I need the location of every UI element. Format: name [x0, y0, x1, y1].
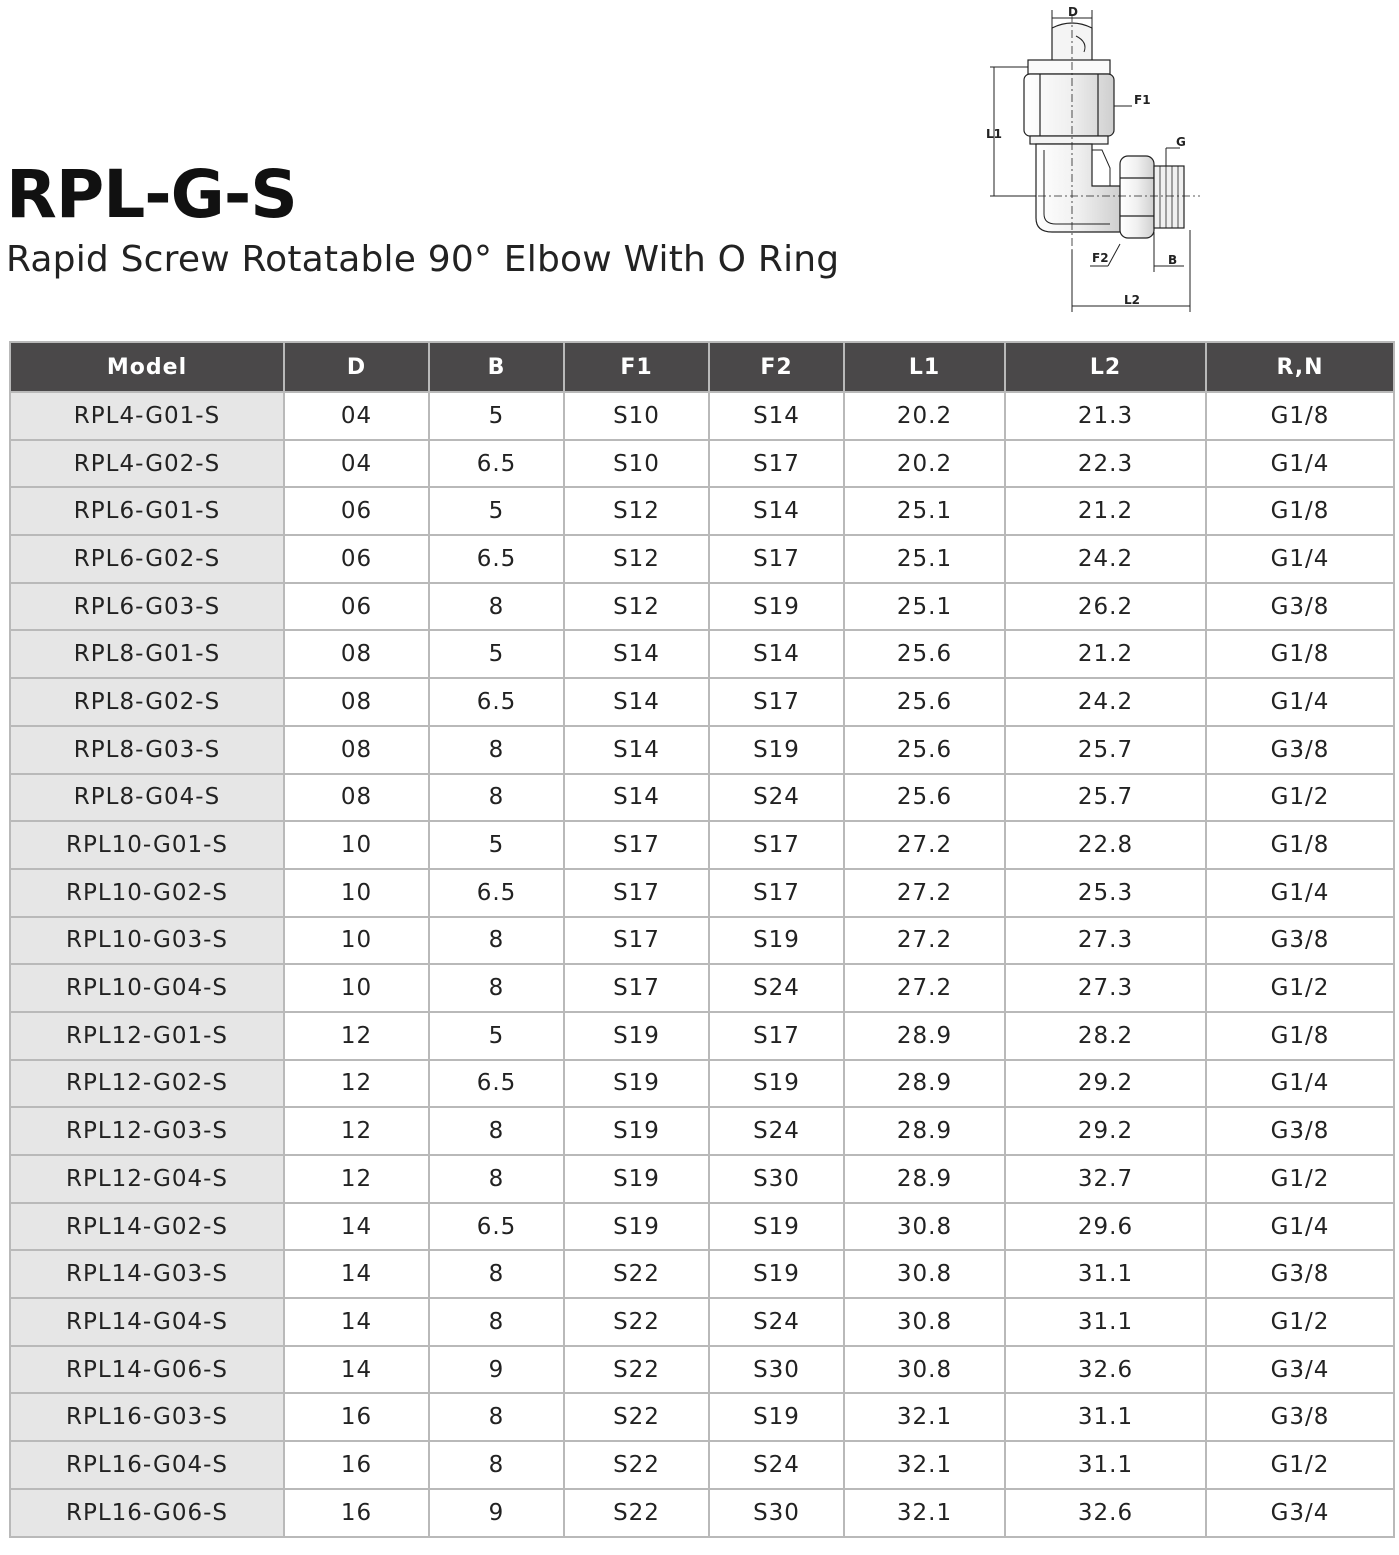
- label-F2: F2: [1092, 251, 1109, 265]
- table-cell: 32.1: [844, 1441, 1005, 1489]
- table-row: [10, 630, 1394, 678]
- table-cell: S19: [709, 1203, 844, 1251]
- table-cell: 20.2: [844, 392, 1005, 440]
- table-row: [10, 1250, 1394, 1298]
- column-header: L1: [844, 342, 1005, 392]
- product-subtitle: Rapid Screw Rotatable 90° Elbow With O Ring: [6, 239, 840, 280]
- table-cell: S19: [709, 1250, 844, 1298]
- table-cell: 8: [429, 1107, 564, 1155]
- table-cell: 25.1: [844, 583, 1005, 631]
- table-row: [10, 1060, 1394, 1108]
- table-cell: 25.3: [1005, 869, 1206, 917]
- model-cell: RPL8-G04-S: [10, 774, 284, 822]
- table-cell: S10: [564, 392, 709, 440]
- table-row: [10, 821, 1394, 869]
- table-cell: S12: [564, 535, 709, 583]
- table-cell: 14: [284, 1250, 429, 1298]
- table-cell: S19: [709, 917, 844, 965]
- table-cell: S12: [564, 583, 709, 631]
- table-cell: 28.9: [844, 1060, 1005, 1108]
- table-row: [10, 487, 1394, 535]
- table-cell: S30: [709, 1155, 844, 1203]
- table-cell: 31.1: [1005, 1441, 1206, 1489]
- model-cell: RPL4-G02-S: [10, 440, 284, 488]
- table-cell: 06: [284, 583, 429, 631]
- table-cell: S19: [564, 1060, 709, 1108]
- table-cell: 27.3: [1005, 964, 1206, 1012]
- table-cell: S17: [564, 964, 709, 1012]
- model-cell: RPL10-G04-S: [10, 964, 284, 1012]
- table-cell: 5: [429, 821, 564, 869]
- model-cell: RPL6-G01-S: [10, 487, 284, 535]
- table-cell: S17: [709, 535, 844, 583]
- table-cell: G3/4: [1206, 1489, 1394, 1537]
- model-cell: RPL14-G04-S: [10, 1298, 284, 1346]
- table-cell: 28.9: [844, 1155, 1005, 1203]
- table-cell: S14: [564, 678, 709, 726]
- table-cell: S17: [709, 440, 844, 488]
- table-cell: G3/8: [1206, 1107, 1394, 1155]
- table-cell: 12: [284, 1107, 429, 1155]
- table-cell: 14: [284, 1298, 429, 1346]
- model-cell: RPL8-G03-S: [10, 726, 284, 774]
- table-cell: 8: [429, 1441, 564, 1489]
- table-cell: 8: [429, 1250, 564, 1298]
- table-cell: 27.2: [844, 964, 1005, 1012]
- table-cell: 25.1: [844, 535, 1005, 583]
- table-cell: 10: [284, 917, 429, 965]
- table-cell: 14: [284, 1346, 429, 1394]
- table-cell: S17: [564, 869, 709, 917]
- table-cell: G1/2: [1206, 774, 1394, 822]
- table-cell: 32.1: [844, 1489, 1005, 1537]
- model-cell: RPL12-G03-S: [10, 1107, 284, 1155]
- table-cell: G1/8: [1206, 1012, 1394, 1060]
- table-cell: 31.1: [1005, 1250, 1206, 1298]
- table-cell: 16: [284, 1393, 429, 1441]
- table-cell: G3/8: [1206, 1393, 1394, 1441]
- table-cell: 29.2: [1005, 1060, 1206, 1108]
- model-cell: RPL12-G01-S: [10, 1012, 284, 1060]
- table-cell: S19: [564, 1012, 709, 1060]
- product-title: RPL-G-S: [6, 156, 297, 233]
- table-cell: G1/4: [1206, 1060, 1394, 1108]
- table-cell: 5: [429, 487, 564, 535]
- table-cell: 10: [284, 869, 429, 917]
- table-cell: 8: [429, 1298, 564, 1346]
- table-cell: 5: [429, 1012, 564, 1060]
- model-cell: RPL16-G04-S: [10, 1441, 284, 1489]
- table-cell: 29.6: [1005, 1203, 1206, 1251]
- model-cell: RPL6-G02-S: [10, 535, 284, 583]
- table-row: [10, 1441, 1394, 1489]
- table-cell: 25.6: [844, 774, 1005, 822]
- table-cell: 25.6: [844, 726, 1005, 774]
- table-cell: 25.6: [844, 630, 1005, 678]
- table-cell: S17: [564, 821, 709, 869]
- table-cell: 21.2: [1005, 630, 1206, 678]
- table-cell: 6.5: [429, 1203, 564, 1251]
- model-cell: RPL4-G01-S: [10, 392, 284, 440]
- table-row: [10, 726, 1394, 774]
- table-cell: 9: [429, 1346, 564, 1394]
- column-header: L2: [1005, 342, 1206, 392]
- table-cell: 8: [429, 726, 564, 774]
- table-cell: S22: [564, 1489, 709, 1537]
- table-row: [10, 678, 1394, 726]
- column-header: Model: [10, 342, 284, 392]
- table-cell: G1/4: [1206, 440, 1394, 488]
- table-cell: 8: [429, 1155, 564, 1203]
- table-cell: 32.7: [1005, 1155, 1206, 1203]
- table-cell: 12: [284, 1060, 429, 1108]
- column-header: F1: [564, 342, 709, 392]
- table-cell: S24: [709, 1298, 844, 1346]
- table-row: [10, 440, 1394, 488]
- table-cell: 8: [429, 583, 564, 631]
- model-cell: RPL8-G01-S: [10, 630, 284, 678]
- model-cell: RPL10-G02-S: [10, 869, 284, 917]
- table-cell: 8: [429, 964, 564, 1012]
- table-cell: 8: [429, 774, 564, 822]
- table-cell: S19: [564, 1107, 709, 1155]
- table-cell: 06: [284, 487, 429, 535]
- table-row: [10, 917, 1394, 965]
- table-cell: S22: [564, 1346, 709, 1394]
- table-cell: 21.2: [1005, 487, 1206, 535]
- model-cell: RPL16-G03-S: [10, 1393, 284, 1441]
- table-cell: 16: [284, 1489, 429, 1537]
- table-cell: 8: [429, 917, 564, 965]
- table-cell: G1/8: [1206, 821, 1394, 869]
- table-cell: 26.2: [1005, 583, 1206, 631]
- table-cell: 08: [284, 630, 429, 678]
- table-cell: 28.9: [844, 1107, 1005, 1155]
- table-cell: 25.1: [844, 487, 1005, 535]
- table-cell: S19: [564, 1155, 709, 1203]
- table-cell: G3/8: [1206, 583, 1394, 631]
- label-F1: F1: [1134, 93, 1151, 107]
- table-row: [10, 964, 1394, 1012]
- table-cell: S12: [564, 487, 709, 535]
- table-cell: 30.8: [844, 1298, 1005, 1346]
- column-header: F2: [709, 342, 844, 392]
- table-cell: S14: [709, 392, 844, 440]
- table-cell: 25.7: [1005, 726, 1206, 774]
- table-cell: 06: [284, 535, 429, 583]
- table-row: [10, 1298, 1394, 1346]
- model-cell: RPL6-G03-S: [10, 583, 284, 631]
- table-cell: S17: [709, 1012, 844, 1060]
- table-cell: 32.6: [1005, 1346, 1206, 1394]
- table-cell: G1/2: [1206, 1298, 1394, 1346]
- table-cell: G1/2: [1206, 1441, 1394, 1489]
- table-cell: 32.1: [844, 1393, 1005, 1441]
- table-cell: 27.3: [1005, 917, 1206, 965]
- table-row: [10, 774, 1394, 822]
- table-cell: 12: [284, 1155, 429, 1203]
- table-cell: 25.7: [1005, 774, 1206, 822]
- table-cell: G1/8: [1206, 630, 1394, 678]
- table-cell: S30: [709, 1346, 844, 1394]
- table-cell: 12: [284, 1012, 429, 1060]
- table-cell: G1/4: [1206, 869, 1394, 917]
- table-cell: 08: [284, 726, 429, 774]
- table-cell: 08: [284, 774, 429, 822]
- table-cell: G3/4: [1206, 1346, 1394, 1394]
- label-L2: L2: [1124, 293, 1140, 307]
- table-row: [10, 1012, 1394, 1060]
- table-cell: S22: [564, 1298, 709, 1346]
- table-cell: S14: [709, 487, 844, 535]
- table-row: [10, 1346, 1394, 1394]
- table-cell: 30.8: [844, 1250, 1005, 1298]
- table-cell: 6.5: [429, 678, 564, 726]
- table-cell: S24: [709, 964, 844, 1012]
- table-cell: G3/8: [1206, 917, 1394, 965]
- table-cell: 9: [429, 1489, 564, 1537]
- table-cell: 6.5: [429, 440, 564, 488]
- table-cell: 27.2: [844, 821, 1005, 869]
- table-cell: 04: [284, 440, 429, 488]
- table-cell: 6.5: [429, 535, 564, 583]
- table-cell: S22: [564, 1441, 709, 1489]
- table-cell: G1/8: [1206, 392, 1394, 440]
- table-cell: S17: [709, 869, 844, 917]
- table-row: [10, 535, 1394, 583]
- table-cell: S19: [709, 1060, 844, 1108]
- table-cell: 6.5: [429, 869, 564, 917]
- table-cell: 29.2: [1005, 1107, 1206, 1155]
- model-cell: RPL10-G01-S: [10, 821, 284, 869]
- table-cell: 6.5: [429, 1060, 564, 1108]
- table-cell: S14: [564, 774, 709, 822]
- table-row: [10, 583, 1394, 631]
- table-cell: S24: [709, 774, 844, 822]
- table-cell: 28.2: [1005, 1012, 1206, 1060]
- table-row: [10, 1107, 1394, 1155]
- table-cell: G3/8: [1206, 726, 1394, 774]
- table-row: [10, 1489, 1394, 1537]
- table-cell: 30.8: [844, 1346, 1005, 1394]
- model-cell: RPL14-G03-S: [10, 1250, 284, 1298]
- table-cell: G1/4: [1206, 535, 1394, 583]
- table-cell: 24.2: [1005, 678, 1206, 726]
- model-cell: RPL12-G02-S: [10, 1060, 284, 1108]
- table-cell: 22.3: [1005, 440, 1206, 488]
- table-cell: S19: [709, 583, 844, 631]
- table-cell: 22.8: [1005, 821, 1206, 869]
- table-cell: 8: [429, 1393, 564, 1441]
- table-cell: 5: [429, 630, 564, 678]
- table-cell: S17: [564, 917, 709, 965]
- table-cell: 25.6: [844, 678, 1005, 726]
- table-cell: S17: [709, 678, 844, 726]
- table-cell: G1/4: [1206, 1203, 1394, 1251]
- table-row: [10, 1393, 1394, 1441]
- table-cell: G1/2: [1206, 964, 1394, 1012]
- table-header-row: [10, 342, 1394, 392]
- column-header: R,N: [1206, 342, 1394, 392]
- table-cell: S19: [709, 1393, 844, 1441]
- column-header: B: [429, 342, 564, 392]
- table-cell: S19: [564, 1203, 709, 1251]
- table-cell: 14: [284, 1203, 429, 1251]
- table-cell: S14: [709, 630, 844, 678]
- label-G: G: [1176, 135, 1186, 149]
- table-cell: S14: [564, 630, 709, 678]
- table-cell: 28.9: [844, 1012, 1005, 1060]
- table-cell: G1/4: [1206, 678, 1394, 726]
- table-cell: 20.2: [844, 440, 1005, 488]
- table-cell: S22: [564, 1393, 709, 1441]
- column-header: D: [284, 342, 429, 392]
- table-cell: 08: [284, 678, 429, 726]
- model-cell: RPL14-G06-S: [10, 1346, 284, 1394]
- table-row: [10, 1155, 1394, 1203]
- table-cell: 10: [284, 964, 429, 1012]
- table-cell: S30: [709, 1489, 844, 1537]
- model-cell: RPL8-G02-S: [10, 678, 284, 726]
- table-row: [10, 869, 1394, 917]
- table-cell: 04: [284, 392, 429, 440]
- label-L1: L1: [986, 127, 1002, 141]
- table-cell: 27.2: [844, 917, 1005, 965]
- table-cell: 10: [284, 821, 429, 869]
- elbow-fitting-drawing: [960, 0, 1220, 320]
- label-B: B: [1168, 253, 1178, 267]
- table-cell: S10: [564, 440, 709, 488]
- table-cell: S19: [709, 726, 844, 774]
- model-cell: RPL10-G03-S: [10, 917, 284, 965]
- table-cell: S14: [564, 726, 709, 774]
- table-cell: 24.2: [1005, 535, 1206, 583]
- table-cell: 30.8: [844, 1203, 1005, 1251]
- table-cell: G3/8: [1206, 1250, 1394, 1298]
- table-cell: S24: [709, 1441, 844, 1489]
- table-row: [10, 1203, 1394, 1251]
- table-cell: 27.2: [844, 869, 1005, 917]
- table-cell: G1/2: [1206, 1155, 1394, 1203]
- model-cell: RPL12-G04-S: [10, 1155, 284, 1203]
- label-D: D: [1068, 5, 1078, 19]
- table-cell: G1/8: [1206, 487, 1394, 535]
- table-cell: 31.1: [1005, 1393, 1206, 1441]
- table-cell: 16: [284, 1441, 429, 1489]
- table-cell: 31.1: [1005, 1298, 1206, 1346]
- table-row: [10, 392, 1394, 440]
- spec-table: [9, 341, 1395, 1538]
- model-cell: RPL16-G06-S: [10, 1489, 284, 1537]
- table-cell: 5: [429, 392, 564, 440]
- table-cell: S17: [709, 821, 844, 869]
- model-cell: RPL14-G02-S: [10, 1203, 284, 1251]
- table-cell: S22: [564, 1250, 709, 1298]
- table-body: [10, 392, 1394, 1537]
- table-cell: 21.3: [1005, 392, 1206, 440]
- table-cell: S24: [709, 1107, 844, 1155]
- table-cell: 32.6: [1005, 1489, 1206, 1537]
